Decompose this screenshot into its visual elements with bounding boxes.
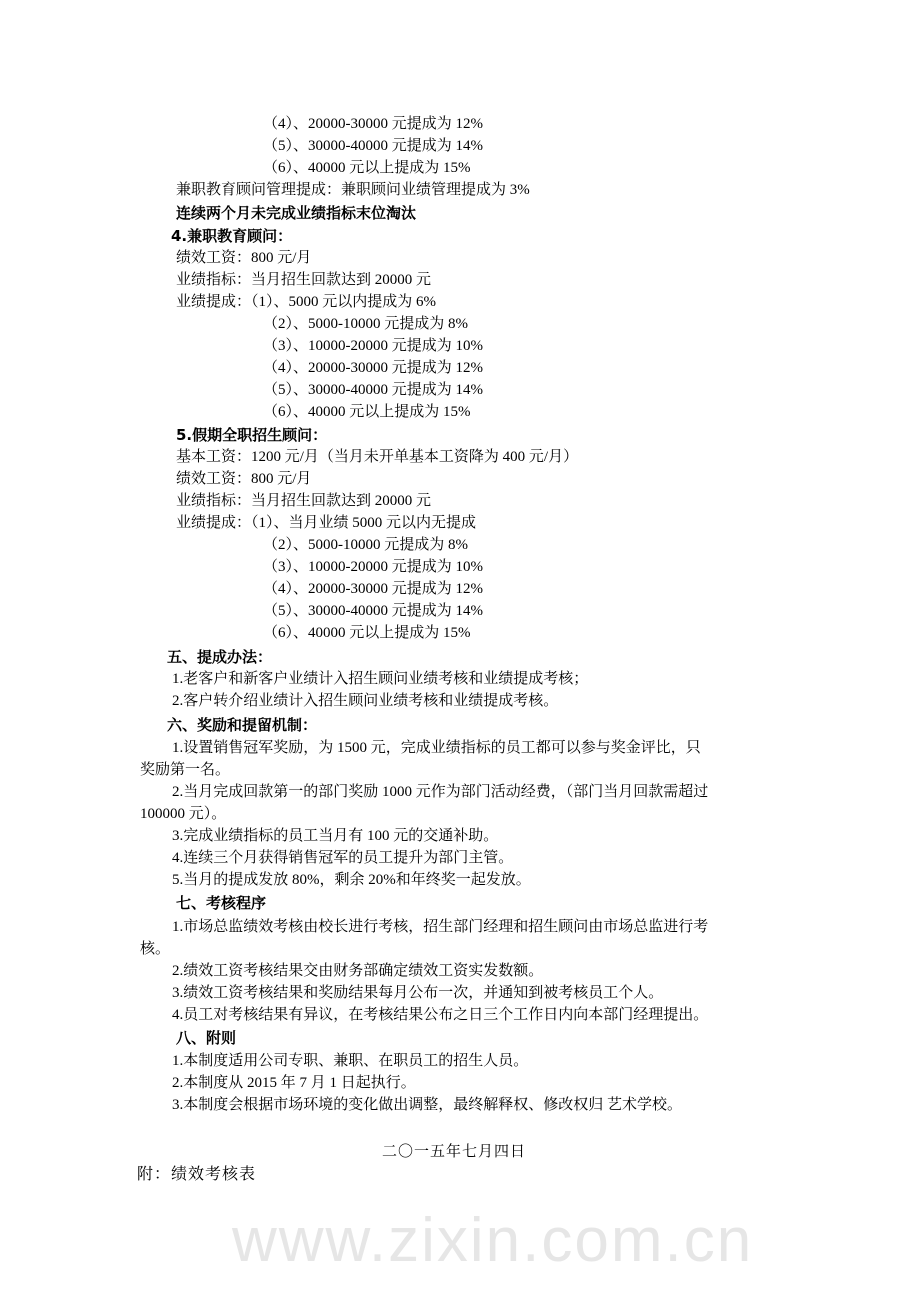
paragraph: 1.设置销售冠军奖励，为 1500 元，完成业绩指标的员工都可以参与奖金评比，只 — [172, 740, 701, 756]
paragraph: 绩效工资：800 元/月 — [176, 250, 312, 266]
paragraph: 1.老客户和新客户业绩计入招生顾问业绩考核和业绩提成考核； — [172, 671, 589, 687]
elimination-rule: 连续两个月未完成业绩指标末位淘汰 — [176, 204, 417, 222]
commission-tier: （4）、20000-30000 元提成为 12% — [263, 581, 483, 597]
paragraph: 2.绩效工资考核结果交由财务部确定绩效工资实发数额。 — [172, 963, 544, 979]
paragraph: 2.本制度从 2015 年 7 月 1 日起执行。 — [172, 1075, 416, 1091]
section-heading: 五、提成办法： — [167, 648, 273, 666]
commission-tier: （6）、40000 元以上提成为 15% — [263, 625, 471, 641]
paragraph: 2.客户转介绍业绩计入招生顾问业绩考核和业绩提成考核。 — [172, 693, 559, 709]
commission-tier: （5）、30000-40000 元提成为 14% — [263, 138, 483, 154]
paragraph: 4.连续三个月获得销售冠军的员工提升为部门主管。 — [172, 850, 514, 866]
paragraph: 业绩提成：（1）、当月业绩 5000 元以内无提成 — [176, 515, 477, 531]
management-commission: 兼职教育顾问管理提成：兼职顾问业绩管理提成为 3% — [176, 182, 530, 198]
commission-tier: （6）、40000 元以上提成为 15% — [263, 404, 471, 420]
commission-tier: （4）、20000-30000 元提成为 12% — [263, 360, 483, 376]
paragraph: 业绩提成：（1）、5000 元以内提成为 6% — [176, 294, 436, 310]
appendix-note: 附：绩效考核表 — [137, 1166, 257, 1183]
commission-tier: （5）、30000-40000 元提成为 14% — [263, 603, 483, 619]
commission-tier: （3）、10000-20000 元提成为 10% — [263, 338, 483, 354]
paragraph: 核。 — [140, 941, 171, 957]
paragraph: 3.绩效工资考核结果和奖励结果每月公布一次，并通知到被考核员工个人。 — [172, 985, 664, 1001]
commission-tier: （4）、20000-30000 元提成为 12% — [263, 116, 483, 132]
section-heading: 六、奖励和提留机制： — [167, 716, 318, 734]
paragraph: 4.员工对考核结果有异议，在考核结果公布之日三个工作日内向本部门经理提出。 — [172, 1007, 709, 1023]
document-date: 二〇一五年七月四日 — [382, 1144, 527, 1160]
commission-tier: （6）、40000 元以上提成为 15% — [263, 160, 471, 176]
section-heading: 4.兼职教育顾问： — [171, 227, 293, 245]
paragraph: 3.本制度会根据市场环境的变化做出调整，最终解释权、修改权归 艺术学校。 — [172, 1097, 683, 1113]
section-heading: 七、考核程序 — [176, 894, 267, 912]
commission-tier: （3）、10000-20000 元提成为 10% — [263, 559, 483, 575]
section-heading: 八、附则 — [176, 1029, 237, 1047]
paragraph: 业绩指标：当月招生回款达到 20000 元 — [176, 493, 432, 509]
commission-tier: （2）、5000-10000 元提成为 8% — [263, 316, 468, 332]
paragraph: 2.当月完成回款第一的部门奖励 1000 元作为部门活动经费，（部门当月回款需超过 — [172, 784, 709, 800]
section-heading: 5.假期全职招生顾问： — [176, 426, 328, 444]
paragraph: 1.市场总监绩效考核由校长进行考核，招生部门经理和招生顾问由市场总监进行考 — [172, 919, 709, 935]
paragraph: 绩效工资：800 元/月 — [176, 471, 312, 487]
paragraph: 1.本制度适用公司专职、兼职、在职员工的招生人员。 — [172, 1053, 529, 1069]
paragraph: 奖励第一名。 — [140, 762, 231, 778]
paragraph: 5.当月的提成发放 80%，剩余 20%和年终奖一起发放。 — [172, 872, 531, 888]
paragraph: 基本工资：1200 元/月（当月未开单基本工资降为 400 元/月） — [176, 449, 579, 465]
watermark: www.zixin.com.cn — [232, 1206, 754, 1275]
paragraph: 100000 元）。 — [140, 806, 227, 822]
paragraph: 3.完成业绩指标的员工当月有 100 元的交通补助。 — [172, 828, 499, 844]
paragraph: 业绩指标：当月招生回款达到 20000 元 — [176, 272, 432, 288]
commission-tier: （2）、5000-10000 元提成为 8% — [263, 537, 468, 553]
commission-tier: （5）、30000-40000 元提成为 14% — [263, 382, 483, 398]
